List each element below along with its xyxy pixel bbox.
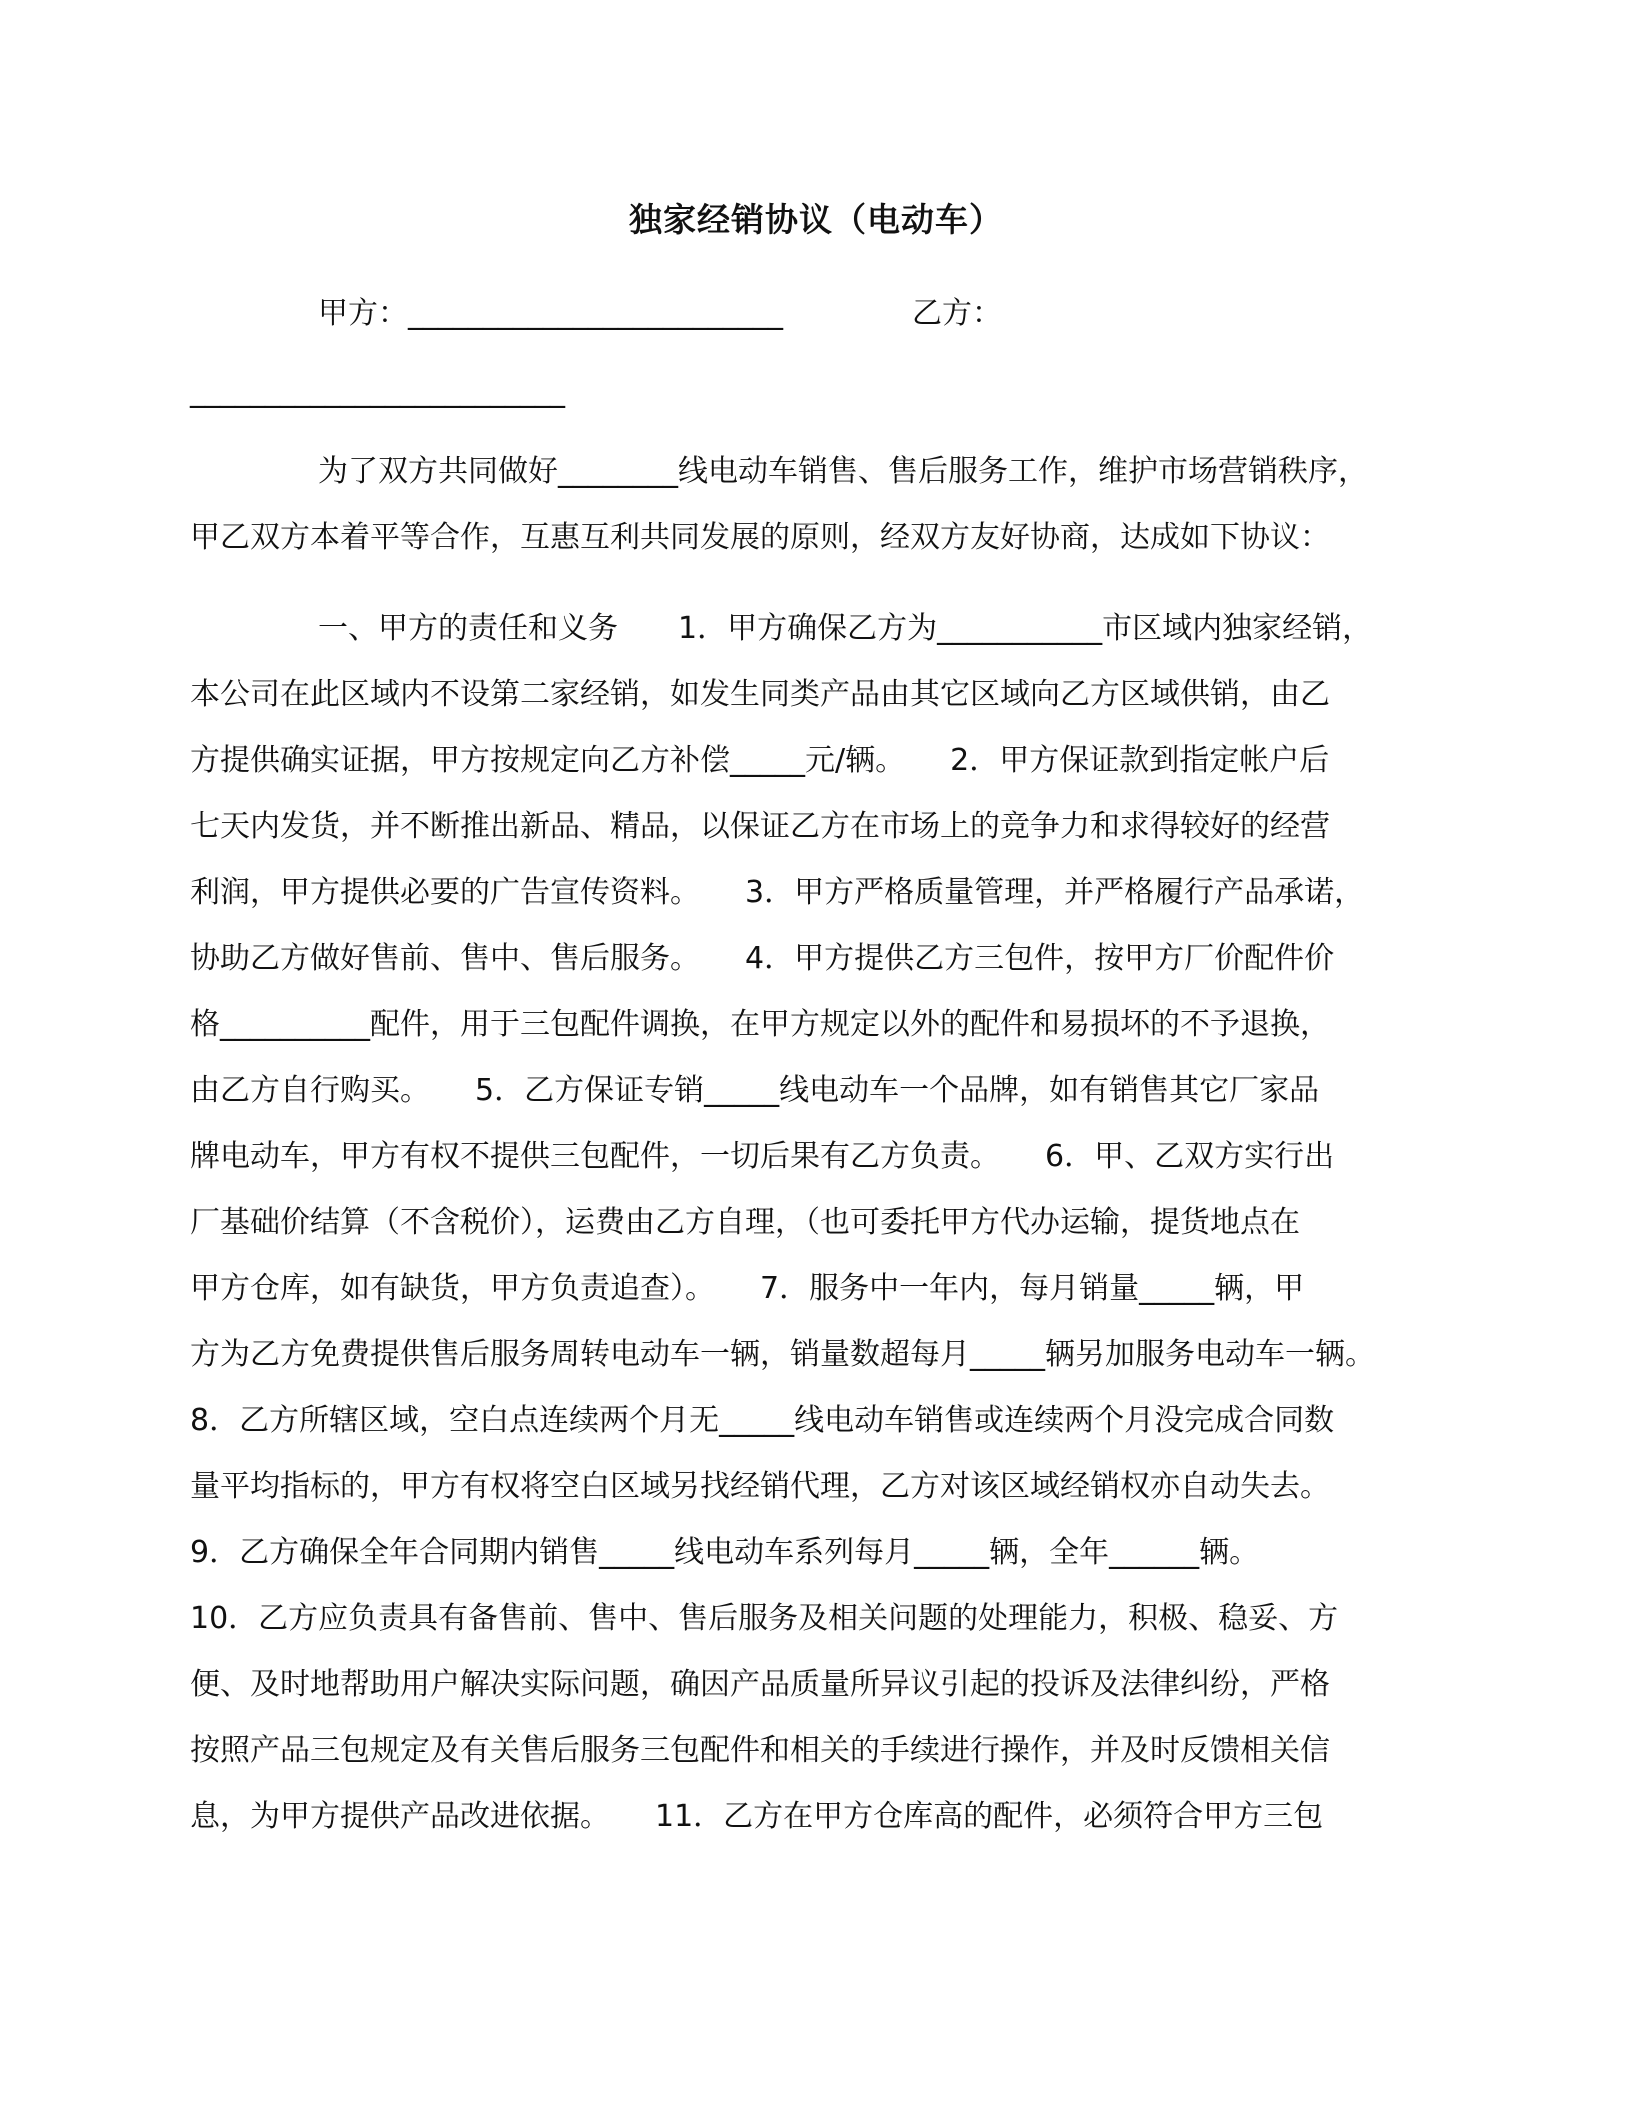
body-line-11: 甲方仓库，如有缺货，甲方负责追查）。 7．服务中一年内，每月销量_____辆，甲 — [190, 1271, 1305, 1306]
body-line-8: 由乙方自行购买。 5．乙方保证专销_____线电动车一个品牌，如有销售其它厂家品 — [190, 1073, 1320, 1108]
body-line-18: 按照产品三包规定及有关售后服务三包配件和相关的手续进行操作，并及时反馈相关信 — [190, 1733, 1330, 1768]
body-line-3: 方提供确实证据，甲方按规定向乙方补偿_____元/辆。 2．甲方保证款到指定帐户后 — [190, 743, 1330, 778]
body-line-4: 七天内发货，并不断推出新品、精品，以保证乙方在市场上的竞争力和求得较好的经营 — [190, 809, 1330, 844]
body-line-9: 牌电动车，甲方有权不提供三包配件，一切后果有乙方负责。 6．甲、乙双方实行出 — [190, 1139, 1335, 1174]
document-title: 独家经销协议（电动车） — [629, 200, 1003, 239]
body-line-5: 利润，甲方提供必要的广告宣传资料。 3．甲方严格质量管理，并严格履行产品承诺， — [190, 875, 1365, 910]
body-line-14: 量平均指标的，甲方有权将空白区域另找经销代理，乙方对该区域经销权亦自动失去。 — [190, 1469, 1330, 1504]
body-line-1: 一、甲方的责任和义务 1．甲方确保乙方为___________市区域内独家经销， — [318, 611, 1373, 646]
body-line-7: 格__________配件，用于三包配件调换，在甲方规定以外的配件和易损坏的不予退换， — [190, 1007, 1330, 1042]
body-line-16: 10．乙方应负责具有备售前、售中、售后服务及相关问题的处理能力，积极、稳妥、方 — [190, 1601, 1339, 1636]
party-a-line: 甲方：_________________________ — [318, 296, 783, 331]
intro-line-2: 甲乙双方本着平等合作，互惠互利共同发展的原则，经双方友好协商，达成如下协议： — [190, 520, 1330, 555]
body-line-12: 方为乙方免费提供售后服务周转电动车一辆，销量数超每月_____辆另加服务电动车一辆。 — [190, 1337, 1375, 1372]
body-line-19: 息，为甲方提供产品改进依据。 11．乙方在甲方仓库高的配件，必须符合甲方三包 — [190, 1799, 1324, 1834]
body-line-15: 9．乙方确保全年合同期内销售_____线电动车系列每月_____辆，全年______辆。 — [190, 1535, 1260, 1570]
body-line-13: 8．乙方所辖区域，空白点连续两个月无_____线电动车销售或连续两个月没完成合同数 — [190, 1403, 1335, 1438]
body-line-10: 厂基础价结算（不含税价），运费由乙方自理，（也可委托甲方代办运输，提货地点在 — [190, 1205, 1300, 1240]
body-line-2: 本公司在此区域内不设第二家经销，如发生同类产品由其它区域向乙方区域供销，由乙 — [190, 677, 1330, 712]
party-b-blank: _________________________ — [190, 374, 565, 409]
body-line-6: 协助乙方做好售前、售中、售后服务。 4．甲方提供乙方三包件，按甲方厂价配件价 — [190, 941, 1335, 976]
party-b-label: 乙方： — [912, 296, 1002, 331]
intro-line-1: 为了双方共同做好________线电动车销售、售后服务工作，维护市场营销秩序， — [318, 454, 1368, 489]
body-line-17: 便、及时地帮助用户解决实际问题，确因产品质量所异议引起的投诉及法律纠纷，严格 — [190, 1667, 1330, 1702]
